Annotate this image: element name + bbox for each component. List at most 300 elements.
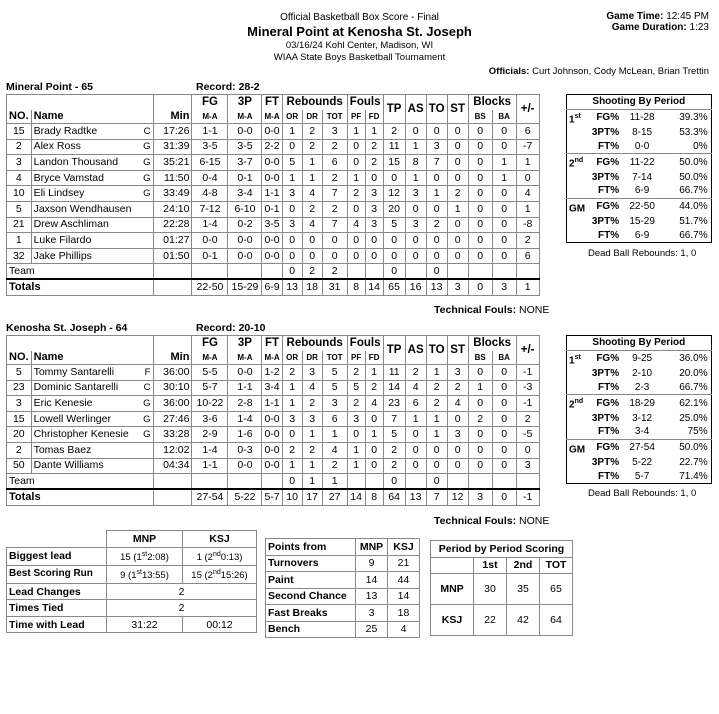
stat-dr: 1	[302, 458, 322, 474]
col-3p: 3P	[228, 336, 262, 352]
shooting-made-attempted: 6-9	[634, 229, 650, 241]
col-fd: FD	[365, 110, 383, 124]
stat-tp: 20	[383, 201, 405, 217]
period-col-tot: TOT	[540, 557, 573, 574]
best-run-ksj: 15 (2nd15:26)	[183, 565, 257, 583]
col-fg: FG	[192, 95, 228, 111]
col-ft: FT	[262, 95, 282, 111]
col-tp: TP	[383, 336, 405, 365]
shooting-percent: 36.0%	[679, 353, 708, 365]
totals-row	[7, 489, 540, 506]
col-fouls: Fouls	[347, 95, 383, 111]
stat-as: 0	[405, 124, 426, 140]
col-min: Min	[154, 351, 192, 365]
stat-to: 1	[426, 411, 447, 427]
total-st: 12	[447, 489, 468, 506]
stat-ba: 0	[492, 139, 516, 155]
stat-ft: 0-0	[262, 124, 282, 140]
stat-as: 0	[405, 248, 426, 264]
points-from-mnp: 3	[356, 605, 388, 622]
stat-tp: 2	[383, 458, 405, 474]
shooting-made-attempted: 8-15	[632, 127, 653, 139]
shooting-made-attempted: 6-9	[634, 185, 650, 197]
stat-tot: 7	[322, 186, 347, 202]
period-score: 35	[507, 574, 540, 605]
col-to: TO	[426, 336, 447, 365]
stat-tp: 15	[383, 155, 405, 171]
col-fg: FG	[192, 336, 228, 352]
stat-tp: 14	[383, 380, 405, 396]
stat-as: 0	[405, 427, 426, 443]
team2-record: Record: 20-10	[196, 322, 266, 334]
shooting-stat-label: FG%	[587, 198, 621, 215]
stat-as: 0	[405, 458, 426, 474]
totals-row	[7, 279, 540, 296]
stat-pf: 1	[347, 124, 365, 140]
stat-as: 0	[405, 233, 426, 249]
player-number: 1	[7, 233, 32, 249]
stat-to: 0	[426, 170, 447, 186]
stat-tp3: 1-4	[228, 411, 262, 427]
stat-ba: 0	[492, 411, 516, 427]
officials: Officials: Curt Johnson, Cody McLean, Brian Trettin	[488, 66, 709, 77]
stat-dr: 1	[302, 155, 322, 171]
stat-dr: 0	[302, 233, 322, 249]
stat-fg: 2-9	[192, 427, 228, 443]
player-name: Dante Williams	[31, 458, 141, 474]
stat-as: 3	[405, 186, 426, 202]
period-col-1st: 1st	[474, 557, 507, 574]
period-row-team: KSJ	[431, 605, 474, 636]
stat-ft: 0-0	[262, 248, 282, 264]
stat-tp3: 0-2	[228, 217, 262, 233]
col-dr: DR	[302, 110, 322, 124]
player-name: Tommy Santarelli	[31, 365, 141, 381]
stat-or: 1	[282, 124, 302, 140]
player-number: 50	[7, 458, 32, 474]
player-name: Brady Radtke	[31, 124, 141, 140]
col-ft: FT	[262, 336, 282, 352]
stat-to: 0	[426, 442, 447, 458]
shooting-row	[567, 126, 712, 140]
player-position: F	[141, 365, 154, 381]
stat-as: 0	[405, 442, 426, 458]
stat-pm: 2	[516, 411, 539, 427]
stat-dr: 2	[302, 442, 322, 458]
points-from-ksj: 44	[388, 572, 420, 589]
col-dr: DR	[302, 351, 322, 365]
stat-st: 3	[447, 427, 468, 443]
stat-tot: 0	[322, 248, 347, 264]
stat-to: 7	[426, 155, 447, 171]
stat-tot: 6	[322, 411, 347, 427]
player-minutes: 04:34	[154, 458, 192, 474]
period-label: 2nd	[567, 395, 588, 412]
stat-tot: 1	[322, 427, 347, 443]
total-dr: 17	[302, 489, 322, 506]
total-as: 13	[405, 489, 426, 506]
stat-pf: 3	[347, 411, 365, 427]
stat-tp3: 1-6	[228, 427, 262, 443]
total-tot: 27	[322, 489, 347, 506]
player-number: 3	[7, 155, 32, 171]
game-summary-table	[6, 530, 257, 633]
stat-dr: 1	[302, 427, 322, 443]
stat-fd: 3	[365, 217, 383, 233]
col-name: Name	[31, 351, 154, 365]
player-number: 4	[7, 170, 32, 186]
stat-pf: 0	[347, 233, 365, 249]
stat-bs: 0	[468, 458, 492, 474]
summary-col-ksj: KSJ	[183, 531, 257, 548]
total-ba: 0	[492, 489, 516, 506]
shooting-row	[567, 456, 712, 470]
stat-fd: 0	[365, 170, 383, 186]
total-st: 3	[447, 279, 468, 296]
player-name: Landon Thousand	[31, 155, 141, 171]
player-position: G	[141, 396, 154, 412]
stat-dr: 2	[302, 396, 322, 412]
player-name: Dominic Santarelli	[31, 380, 141, 396]
stat-ba: 0	[492, 396, 516, 412]
points-from-ksj: 4	[388, 621, 420, 638]
stat-tot: 5	[322, 380, 347, 396]
shooting-made-attempted: 7-14	[632, 171, 653, 183]
stat-tp3: 0-0	[228, 365, 262, 381]
points-from-ksj: 21	[388, 555, 420, 572]
time-with-lead-ksj: 00:12	[183, 616, 257, 633]
stat-ft: 1-2	[262, 365, 282, 381]
player-position: G	[141, 411, 154, 427]
total-ft: 5-7	[262, 489, 282, 506]
stat-or: 0	[282, 427, 302, 443]
player-minutes: 36:00	[154, 365, 192, 381]
stat-tp3: 3-5	[228, 139, 262, 155]
team-or: 0	[282, 474, 302, 490]
stat-tp3: 6-10	[228, 201, 262, 217]
shooting-made-attempted: 3-12	[632, 412, 653, 424]
player-position: G	[141, 427, 154, 443]
period-scoring-table	[430, 540, 573, 636]
col-min-top	[154, 95, 192, 111]
stat-to: 0	[426, 248, 447, 264]
stat-or: 3	[282, 411, 302, 427]
col-3p: 3P	[228, 95, 262, 111]
stat-pm: 2	[516, 233, 539, 249]
total-fg: 27-54	[192, 489, 228, 506]
player-number: 2	[7, 442, 32, 458]
team2-shooting-by-period	[566, 335, 712, 484]
points-from-label: Fast Breaks	[266, 605, 356, 622]
shooting-row	[567, 367, 712, 381]
col-plus-minus: +/-	[516, 95, 539, 124]
stat-ft: 3-4	[262, 380, 282, 396]
stat-or: 0	[282, 201, 302, 217]
col-3p-ma: M-A	[228, 351, 262, 365]
player-row	[7, 233, 540, 249]
col-blocks: Blocks	[468, 336, 516, 352]
col-tp: TP	[383, 95, 405, 124]
stat-tp3: 3-4	[228, 186, 262, 202]
shooting-row	[567, 395, 712, 412]
stat-pf: 2	[347, 186, 365, 202]
shooting-title: Shooting By Period	[567, 336, 712, 351]
stat-fd: 0	[365, 411, 383, 427]
stat-or: 5	[282, 155, 302, 171]
total-tp: 65	[383, 279, 405, 296]
stat-tp: 7	[383, 411, 405, 427]
stat-dr: 3	[302, 365, 322, 381]
stat-or: 3	[282, 186, 302, 202]
shooting-percent: 50.0%	[679, 171, 708, 183]
stat-ft: 0-0	[262, 442, 282, 458]
times-tied-value: 2	[107, 600, 257, 617]
points-from-table	[265, 538, 420, 638]
stat-fd: 0	[365, 248, 383, 264]
points-from-ksj: 18	[388, 605, 420, 622]
team1-technical-fouls: Technical Fouls: NONE	[434, 304, 550, 316]
stat-as: 8	[405, 155, 426, 171]
player-name: Lowell Werlinger	[31, 411, 141, 427]
shooting-title: Shooting By Period	[567, 95, 712, 110]
shooting-stat-label: 3PT%	[591, 171, 620, 183]
team1-box-score	[6, 94, 540, 296]
stat-st: 0	[447, 442, 468, 458]
shooting-stat-label: 3PT%	[591, 412, 620, 424]
points-from-row	[266, 621, 420, 638]
stat-bs: 0	[468, 248, 492, 264]
shooting-percent: 0%	[693, 140, 708, 152]
stat-ba: 1	[492, 170, 516, 186]
team1-dead-ball-rebounds: Dead Ball Rebounds: 1, 0	[588, 248, 697, 259]
player-row	[7, 170, 540, 186]
total-fd: 14	[365, 279, 383, 296]
stat-tp3: 0-0	[228, 248, 262, 264]
player-row	[7, 248, 540, 264]
col-ft-ma: M-A	[262, 351, 282, 365]
stat-tot: 7	[322, 217, 347, 233]
stat-dr: 1	[302, 170, 322, 186]
player-number: 23	[7, 380, 32, 396]
stat-pm: -1	[516, 396, 539, 412]
player-name: Alex Ross	[31, 139, 141, 155]
stat-ft: 3-5	[262, 217, 282, 233]
stat-or: 1	[282, 458, 302, 474]
stat-to: 0	[426, 201, 447, 217]
stat-tp: 5	[383, 427, 405, 443]
stat-bs: 0	[468, 442, 492, 458]
team-label: Team	[7, 474, 154, 490]
player-name: Bryce Vamstad	[31, 170, 141, 186]
stat-pf: 0	[347, 248, 365, 264]
stat-to: 1	[426, 365, 447, 381]
team2-technical-fouls: Technical Fouls: NONE	[434, 515, 550, 527]
total-bs: 0	[468, 279, 492, 296]
player-minutes: 01:27	[154, 233, 192, 249]
player-name: Drew Aschliman	[31, 217, 141, 233]
total-pm: -1	[516, 489, 539, 506]
stat-ba: 1	[492, 155, 516, 171]
player-number: 15	[7, 411, 32, 427]
stat-st: 0	[447, 233, 468, 249]
stat-ba: 0	[492, 458, 516, 474]
stat-to: 2	[426, 396, 447, 412]
points-from-col-ksj: KSJ	[388, 539, 420, 556]
shooting-percent: 44.0%	[663, 198, 711, 215]
stat-to: 0	[426, 233, 447, 249]
stat-fg: 1-4	[192, 442, 228, 458]
stat-ba: 0	[492, 248, 516, 264]
stat-tp3: 1-1	[228, 380, 262, 396]
shooting-percent: 22.7%	[679, 457, 708, 469]
total-tot: 31	[322, 279, 347, 296]
player-minutes: 33:49	[154, 186, 192, 202]
player-number: 3	[7, 396, 32, 412]
player-minutes: 30:10	[154, 380, 192, 396]
player-row	[7, 396, 540, 412]
shooting-percent: 53.3%	[679, 127, 708, 139]
points-from-row	[266, 605, 420, 622]
team-label: Team	[7, 264, 154, 280]
team-tp: 0	[383, 474, 405, 490]
points-from-title: Points from	[266, 539, 356, 556]
stat-tot: 3	[322, 124, 347, 140]
col-pf: PF	[347, 351, 365, 365]
stat-or: 2	[282, 365, 302, 381]
player-name: Eric Kenesie	[31, 396, 141, 412]
shooting-stat-label: FT%	[598, 381, 620, 393]
points-from-label: Second Chance	[266, 588, 356, 605]
stat-st: 0	[447, 217, 468, 233]
stat-st: 0	[447, 155, 468, 171]
best-run-mnp: 9 (1st13:55)	[107, 565, 183, 583]
stat-st: 3	[447, 365, 468, 381]
stat-fd: 3	[365, 201, 383, 217]
stat-st: 1	[447, 201, 468, 217]
shooting-stat-label: FT%	[598, 185, 620, 197]
stat-ba: 0	[492, 124, 516, 140]
stat-bs: 0	[468, 427, 492, 443]
shooting-percent: 20.0%	[679, 368, 708, 380]
team1-shooting-by-period	[566, 94, 712, 243]
period-label: 2nd	[567, 154, 588, 171]
stat-ba: 0	[492, 186, 516, 202]
col-bs: BS	[468, 351, 492, 365]
stat-to: 0	[426, 124, 447, 140]
stat-fg: 3-5	[192, 139, 228, 155]
stat-tp: 5	[383, 217, 405, 233]
total-fd: 8	[365, 489, 383, 506]
stat-or: 3	[282, 217, 302, 233]
stat-ft: 0-0	[262, 458, 282, 474]
lead-changes-value: 2	[107, 583, 257, 600]
stat-pm: -5	[516, 427, 539, 443]
stat-tp3: 3-7	[228, 155, 262, 171]
shooting-row	[567, 198, 712, 215]
total-pf: 8	[347, 279, 365, 296]
stat-tot: 2	[322, 458, 347, 474]
player-position: C	[141, 124, 154, 140]
team1-record: Record: 28-2	[196, 81, 260, 93]
total-to: 13	[426, 279, 447, 296]
stat-as: 1	[405, 170, 426, 186]
biggest-lead-label: Biggest lead	[7, 547, 107, 565]
stat-ba: 0	[492, 365, 516, 381]
col-fouls: Fouls	[347, 336, 383, 352]
player-name: Eli Lindsey	[31, 186, 141, 202]
team1-name-score: Mineral Point - 65	[6, 81, 93, 93]
period-row-team: MNP	[431, 574, 474, 605]
stat-bs: 1	[468, 380, 492, 396]
stat-pm: -1	[516, 365, 539, 381]
period-score: 42	[507, 605, 540, 636]
stat-pf: 0	[347, 427, 365, 443]
stat-to: 2	[426, 217, 447, 233]
total-bs: 3	[468, 489, 492, 506]
period-scoring-title: Period by Period Scoring	[431, 541, 573, 558]
team-tot: 2	[322, 264, 347, 280]
total-or: 10	[282, 489, 302, 506]
stat-st: 2	[447, 380, 468, 396]
period-score: 22	[474, 605, 507, 636]
col-min-top	[154, 336, 192, 352]
player-row	[7, 201, 540, 217]
team-dr: 2	[302, 264, 322, 280]
stat-tp: 23	[383, 396, 405, 412]
shooting-row	[567, 184, 712, 198]
shooting-stat-label: 3PT%	[591, 127, 620, 139]
total-fg: 22-50	[192, 279, 228, 296]
shooting-percent: 66.7%	[679, 185, 708, 197]
shooting-percent: 39.3%	[679, 112, 708, 124]
stat-fd: 2	[365, 380, 383, 396]
shooting-made-attempted: 2-10	[632, 368, 653, 380]
player-position	[141, 248, 154, 264]
stat-pm: -3	[516, 380, 539, 396]
player-position: G	[141, 139, 154, 155]
shooting-row	[567, 425, 712, 439]
period-label: GM	[567, 198, 588, 215]
points-from-col-mnp: MNP	[356, 539, 388, 556]
stat-bs: 0	[468, 124, 492, 140]
stat-as: 6	[405, 396, 426, 412]
stat-to: 3	[426, 139, 447, 155]
stat-as: 0	[405, 201, 426, 217]
shooting-row	[567, 381, 712, 395]
stat-fg: 1-1	[192, 458, 228, 474]
period-score: 30	[474, 574, 507, 605]
stat-tot: 6	[322, 155, 347, 171]
period-col-2nd: 2nd	[507, 557, 540, 574]
col-blocks: Blocks	[468, 95, 516, 111]
stat-tp3: 0-3	[228, 442, 262, 458]
stat-fg: 6-15	[192, 155, 228, 171]
shooting-percent: 25.0%	[679, 412, 708, 424]
lead-changes-label: Lead Changes	[7, 583, 107, 600]
stat-bs: 0	[468, 365, 492, 381]
stat-ba: 0	[492, 380, 516, 396]
player-name: Luke Filardo	[31, 233, 141, 249]
stat-as: 4	[405, 380, 426, 396]
stat-as: 1	[405, 139, 426, 155]
col-fg-ma: M-A	[192, 351, 228, 365]
shooting-stat-label: FT%	[598, 426, 620, 438]
stat-pm: 6	[516, 248, 539, 264]
col-fg-ma: M-A	[192, 110, 228, 124]
period-label: 1st	[569, 353, 581, 366]
period-score: 64	[540, 605, 573, 636]
col-as: AS	[405, 336, 426, 365]
